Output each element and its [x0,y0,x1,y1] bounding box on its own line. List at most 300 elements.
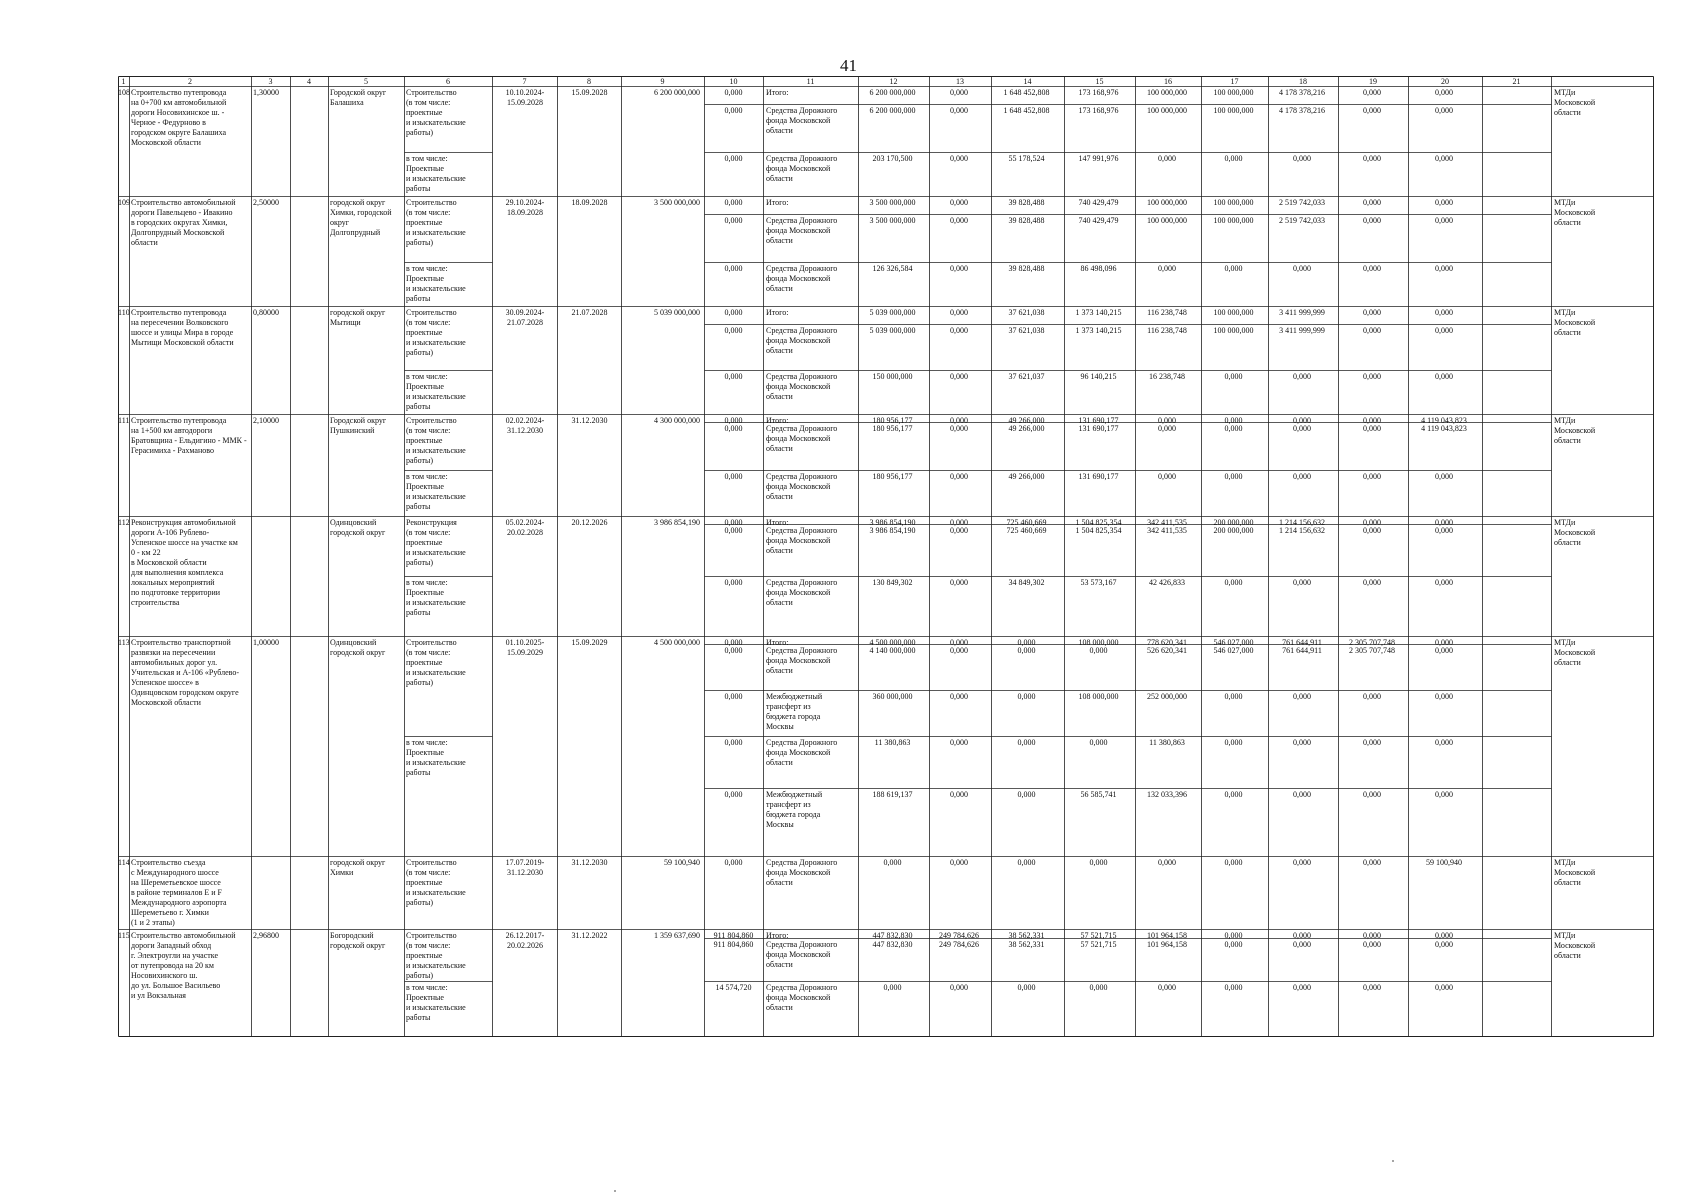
year-value-col-12: 180 956,177 [872,472,913,481]
financed-before: 0,000 [724,424,743,433]
year-value-col-14: 0,000 [1017,858,1036,867]
year-value-col-17: 100 000,000 [1213,326,1254,335]
year-value-col-20: 0,000 [1435,198,1453,207]
year-value-col-17: 0,000 [1224,472,1243,481]
year-value-col-15: 131 690,177 [1078,472,1119,481]
year-value-col-14: 49 266,000 [1008,424,1045,433]
funding-source: Средства Дорожного фонда Московской области [766,738,838,767]
year-value-col-20: 0,000 [1435,106,1453,115]
year-value-col-13: 249 784,626 [939,931,979,940]
year-value-col-18: 0,000 [1293,424,1311,433]
year-value-col-17: 0,000 [1224,858,1243,867]
header-col-10: 10 [729,77,738,86]
funding-source: Итого: [766,638,789,647]
year-value-col-17: 200 000,000 [1213,518,1254,527]
object-name: Строительство транспортной развязки на пересечении автомобильных дорог ул. Учительская и А-106 «Рублево- Успенское шоссе» в Одинцовском городском округе Московской области [131,638,240,707]
year-value-col-17: 0,000 [1224,578,1243,587]
header-col-17: 17 [1230,77,1239,86]
year-value-col-16: 0,000 [1158,472,1176,481]
year-value-col-16: 0,000 [1158,983,1176,992]
year-value-col-19: 0,000 [1363,424,1381,433]
year-value-col-13: 0,000 [950,692,968,701]
work-type-sub: в том числе: Проектные и изыскательские работы [406,372,466,411]
year-value-col-20: 0,000 [1435,154,1453,163]
work-type: Строительство (в том числе: проектные и изыскательские работы) [406,198,466,247]
work-type: Строительство (в том числе: проектные и изыскательские работы) [406,638,466,687]
year-value-col-20: 0,000 [1435,738,1453,747]
row-number: 110 [118,308,130,317]
location: Городской округ Пушкинский [330,416,387,435]
funding-source: Средства Дорожного фонда Московской области [766,424,838,453]
header-col-11: 11 [806,77,815,86]
funding-source: Итого: [766,88,789,97]
year-value-col-20: 0,000 [1435,308,1453,317]
customer: МТДи Московской области [1554,308,1596,337]
financed-before: 0,000 [724,578,743,587]
year-value-col-15: 57 521,715 [1080,940,1117,949]
header-col-5: 5 [364,77,368,86]
funding-source: Средства Дорожного фонда Московской области [766,940,838,969]
year-value-col-16: 526 620,341 [1147,646,1187,655]
year-value-col-14: 0,000 [1017,646,1036,655]
funding-source: Межбюджетный трансферт из бюджета города Москвы [766,790,823,829]
total-cost: 5 039 000,000 [654,308,700,317]
year-value-col-12: 150 000,000 [872,372,913,381]
year-value-col-14: 37 621,038 [1008,308,1045,317]
location: городской округ Химки, городской округ Долгопрудный [330,198,392,237]
year-value-col-19: 0,000 [1363,264,1381,273]
year-value-col-19: 0,000 [1363,738,1381,747]
funding-source: Итого: [766,931,789,940]
total-cost: 6 200 000,000 [654,88,700,97]
customer: МТДи Московской области [1554,88,1596,117]
year-value-col-12: 3 986 854,190 [869,518,916,527]
year-value-col-20: 0,000 [1435,526,1453,535]
year-value-col-12: 11 380,863 [874,738,911,747]
year-value-col-14: 725 460,669 [1006,526,1047,535]
year-value-col-13: 0,000 [950,216,968,225]
year-value-col-14: 55 178,524 [1008,154,1045,163]
financed-before: 0,000 [724,106,743,115]
header-col-9: 9 [660,77,665,86]
completion-date: 15.09.2029 [571,638,608,647]
financed-before: 0,000 [724,88,743,97]
year-value-col-14: 38 562,331 [1008,940,1045,949]
funding-source: Средства Дорожного фонда Московской области [766,646,838,675]
year-value-col-17: 0,000 [1224,264,1243,273]
financed-before: 0,000 [724,738,743,747]
year-value-col-13: 0,000 [950,372,968,381]
year-value-col-12: 3 986 854,190 [869,526,916,535]
year-value-col-19: 0,000 [1363,216,1381,225]
funding-source: Средства Дорожного фонда Московской области [766,106,838,135]
year-value-col-18: 4 178 378,216 [1279,88,1325,97]
object-name: Строительство путепровода на пересечении Волковского шоссе и улицы Мира в городе Мытищи Московской области [131,308,234,347]
year-value-col-17: 0,000 [1224,416,1243,425]
year-value-col-12: 4 140 000,000 [869,646,916,655]
financed-before: 0,000 [724,518,743,527]
funding-source: Итого: [766,308,789,317]
row-number: 108 [118,88,130,97]
year-value-col-17: 0,000 [1224,738,1243,747]
year-value-col-20: 4 119 043,823 [1421,424,1467,433]
year-value-col-19: 0,000 [1363,106,1381,115]
location: Городской округ Балашиха [330,88,387,107]
location: Одинцовский городской округ [330,518,386,537]
work-type-sub: в том числе: Проектные и изыскательские работы [406,738,466,777]
page-number: 41 [840,56,857,75]
year-value-col-18: 0,000 [1293,940,1311,949]
header-col-18: 18 [1299,77,1307,86]
year-value-col-17: 0,000 [1224,940,1243,949]
work-type: Строительство (в том числе: проектные и изыскательские работы) [406,88,466,137]
year-value-col-18: 2 519 742,033 [1279,216,1325,225]
year-value-col-16: 778 620,341 [1147,638,1187,647]
row-number: 113 [118,638,130,647]
year-value-col-18: 0,000 [1293,154,1311,163]
year-value-col-19: 0,000 [1363,790,1381,799]
funding-source: Итого: [766,198,789,207]
year-value-col-15: 0,000 [1089,738,1108,747]
year-value-col-13: 0,000 [950,308,968,317]
year-value-col-16: 342 411,535 [1147,526,1187,535]
period-dates: 29.10.2024- 18.09.2028 [505,198,545,217]
customer: МТДи Московской области [1554,518,1596,547]
header-col-8: 8 [587,77,591,86]
year-value-col-18: 0,000 [1293,738,1311,747]
year-value-col-19: 0,000 [1363,372,1381,381]
financed-before: 0,000 [724,858,743,867]
year-value-col-17: 100 000,000 [1213,308,1254,317]
year-value-col-14: 0,000 [1017,738,1036,747]
year-value-col-17: 100 000,000 [1213,88,1254,97]
work-type-sub: в том числе: Проектные и изыскательские работы [406,264,466,303]
year-value-col-18: 1 214 156,632 [1279,526,1325,535]
year-value-col-19: 0,000 [1363,692,1381,701]
year-value-col-19: 0,000 [1363,198,1381,207]
location: Одинцовский городской округ [330,638,386,657]
year-value-col-12: 180 956,177 [872,416,913,425]
year-value-col-20: 0,000 [1435,472,1453,481]
financed-before: 0,000 [724,216,743,225]
header-col-6: 6 [446,77,450,86]
row-number: 114 [118,858,130,867]
financed-before: 0,000 [724,154,743,163]
location: городской округ Мытищи [330,308,386,327]
year-value-col-13: 0,000 [950,472,968,481]
financed-before: 0,000 [724,326,743,335]
year-value-col-16: 16 238,748 [1149,372,1185,381]
year-value-col-18: 0,000 [1293,790,1311,799]
year-value-col-20: 0,000 [1435,326,1453,335]
year-value-col-16: 100 000,000 [1147,88,1187,97]
year-value-col-15: 1 373 140,215 [1075,308,1122,317]
year-value-col-17: 0,000 [1224,424,1243,433]
header-col-14: 14 [1023,77,1032,86]
year-value-col-20: 0,000 [1435,518,1453,527]
header-col-4: 4 [307,77,311,86]
header-col-13: 13 [956,77,964,86]
customer: МТДи Московской области [1554,858,1596,887]
year-value-col-15: 740 429,479 [1078,198,1119,207]
funding-source: Итого: [766,518,789,527]
year-value-col-15: 96 140,215 [1080,372,1117,381]
year-value-col-18: 0,000 [1293,416,1311,425]
header-col-20: 20 [1441,77,1449,86]
year-value-col-14: 49 266,000 [1008,416,1045,425]
year-value-col-15: 173 168,976 [1078,106,1119,115]
work-type: Строительство (в том числе: проектные и изыскательские работы) [406,858,466,907]
year-value-col-12: 203 170,500 [872,154,913,163]
year-value-col-20: 0,000 [1435,264,1453,273]
year-value-col-17: 546 027,000 [1213,646,1254,655]
header-col-19: 19 [1369,77,1377,86]
completion-date: 15.09.2028 [571,88,608,97]
year-value-col-14: 49 266,000 [1008,472,1045,481]
year-value-col-19: 0,000 [1363,416,1381,425]
year-value-col-13: 0,000 [950,518,968,527]
year-value-col-18: 0,000 [1293,472,1311,481]
work-type: Реконструкция (в том числе: проектные и изыскательские работы) [406,518,466,567]
year-value-col-15: 740 429,479 [1078,216,1119,225]
location: городской округ Химки [330,858,386,877]
year-value-col-15: 0,000 [1089,858,1108,867]
period-dates: 26.12.2017- 20.02.2026 [505,931,545,950]
year-value-col-13: 0,000 [950,88,968,97]
year-value-col-18: 0,000 [1293,264,1311,273]
year-value-col-15: 131 690,177 [1078,424,1119,433]
year-value-col-18: 0,000 [1293,578,1311,587]
year-value-col-18: 0,000 [1293,372,1311,381]
year-value-col-12: 0,000 [883,858,902,867]
period-dates: 17.07.2019- 31.12.2030 [505,858,545,877]
funding-source: Средства Дорожного фонда Московской области [766,372,838,401]
financed-before: 0,000 [724,526,743,535]
year-value-col-20: 0,000 [1435,646,1453,655]
funding-source: Межбюджетный трансферт из бюджета города Москвы [766,692,823,731]
year-value-col-18: 0,000 [1293,692,1311,701]
year-value-col-18: 2 519 742,033 [1279,198,1325,207]
capacity: 2,96800 [253,931,279,940]
work-type-sub: в том числе: Проектные и изыскательские работы [406,472,466,511]
year-value-col-15: 86 498,096 [1080,264,1117,273]
header-col-16: 16 [1164,77,1172,86]
capacity: 1,00000 [253,638,279,647]
work-type-sub: в том числе: Проектные и изыскательские работы [406,983,466,1022]
capacity: 2,10000 [253,416,279,425]
object-name: Реконструкция автомобильной дороги А-106 Рублево- Успенское шоссе на участке км 0 - км 22 в Московской области для выполнения комплекса локальных мероприятий по подготовке территории строительства [131,518,238,607]
year-value-col-19: 0,000 [1363,940,1381,949]
year-value-col-17: 100 000,000 [1213,198,1254,207]
financed-before: 0,000 [724,198,743,207]
financed-before: 0,000 [724,372,743,381]
year-value-col-12: 5 039 000,000 [869,308,916,317]
work-type: Строительство (в том числе: проектные и изыскательские работы) [406,416,466,465]
year-value-col-15: 53 573,167 [1080,578,1117,587]
funding-source: Средства Дорожного фонда Московской области [766,264,838,293]
year-value-col-20: 0,000 [1435,692,1453,701]
year-value-col-16: 42 426,833 [1149,578,1185,587]
financed-before: 0,000 [724,308,743,317]
year-value-col-16: 11 380,863 [1149,738,1185,747]
year-value-col-15: 1 373 140,215 [1075,326,1122,335]
year-value-col-19: 0,000 [1363,931,1381,940]
financed-before: 0,000 [724,638,743,647]
year-value-col-14: 34 849,302 [1008,578,1045,587]
year-value-col-16: 100 000,000 [1147,106,1187,115]
year-value-col-18: 0,000 [1293,858,1311,867]
year-value-col-12: 3 500 000,000 [869,198,916,207]
year-value-col-13: 0,000 [950,326,968,335]
financed-before: 0,000 [724,416,743,425]
period-dates: 02.02.2024- 31.12.2030 [505,416,545,435]
header-col-1: 1 [121,77,126,86]
year-value-col-19: 0,000 [1363,578,1381,587]
year-value-col-20: 0,000 [1435,578,1453,587]
financed-before: 0,000 [724,472,743,481]
customer: МТДи Московской области [1554,416,1596,445]
completion-date: 21.07.2028 [571,308,608,317]
year-value-col-16: 0,000 [1158,416,1176,425]
financed-before: 911 804,860 [713,940,754,949]
total-cost: 4 500 000,000 [654,638,700,647]
year-value-col-17: 0,000 [1224,154,1243,163]
period-dates: 10.10.2024- 15.09.2028 [505,88,545,107]
capacity: 2,50000 [253,198,279,207]
year-value-col-19: 0,000 [1363,154,1381,163]
year-value-col-15: 56 585,741 [1080,790,1117,799]
year-value-col-15: 1 504 825,354 [1075,526,1122,535]
financed-before: 0,000 [724,646,743,655]
year-value-col-20: 59 100,940 [1426,858,1462,867]
year-value-col-15: 0,000 [1089,983,1108,992]
row-number: 115 [118,931,130,940]
year-value-col-18: 1 214 156,632 [1279,518,1325,527]
year-value-col-15: 57 521,715 [1080,931,1117,940]
year-value-col-18: 761 644,911 [1282,638,1322,647]
year-value-col-19: 2 305 707,748 [1349,646,1395,655]
object-name: Строительство путепровода на 1+500 км автодороги Братовщина - Ельдигино - ММК - Герасимиха - Рахманово [131,416,247,455]
financed-before: 911 804,860 [713,931,754,940]
year-value-col-14: 1 648 452,808 [1003,88,1050,97]
year-value-col-12: 4 500 000,000 [869,638,916,647]
completion-date: 31.12.2030 [571,858,608,867]
funding-source: Средства Дорожного фонда Московской области [766,326,838,355]
year-value-col-20: 0,000 [1435,940,1453,949]
year-value-col-19: 0,000 [1363,983,1381,992]
year-value-col-13: 0,000 [950,578,968,587]
year-value-col-19: 0,000 [1363,326,1381,335]
year-value-col-12: 130 849,302 [872,578,913,587]
year-value-col-13: 0,000 [950,638,968,647]
year-value-col-15: 0,000 [1089,646,1108,655]
location: Богородский городской округ [330,931,386,950]
header-col-15: 15 [1095,77,1104,86]
year-value-col-13: 0,000 [950,858,968,867]
financed-before: 14 574,720 [715,983,752,992]
year-value-col-13: 249 784,626 [939,940,979,949]
year-value-col-14: 39 828,488 [1008,198,1045,207]
completion-date: 31.12.2022 [571,931,608,940]
year-value-col-18: 3 411 999,999 [1279,308,1325,317]
header-col-3: 3 [268,77,273,86]
year-value-col-20: 0,000 [1435,88,1453,97]
year-value-col-16: 0,000 [1158,154,1176,163]
funding-source: Средства Дорожного фонда Московской области [766,983,838,1012]
year-value-col-12: 360 000,000 [872,692,913,701]
year-value-col-12: 188 619,137 [872,790,913,799]
year-value-col-16: 132 033,396 [1147,790,1187,799]
row-number: 112 [118,518,130,527]
year-value-col-17: 0,000 [1224,931,1243,940]
year-value-col-13: 0,000 [950,738,968,747]
object-name: Строительство автомобильной дороги Западный обход г. Электроугли на участке от путепровода на 20 км Носовихинского ш. до ул. Большое Васильево и ул Вокзальная [131,931,236,1000]
year-value-col-14: 37 621,038 [1008,326,1045,335]
scan-speck [614,1190,616,1192]
year-value-col-19: 0,000 [1363,518,1381,527]
year-value-col-12: 180 956,177 [872,424,913,433]
customer: МТДи Московской области [1554,638,1596,667]
year-value-col-16: 100 000,000 [1147,216,1187,225]
row-number: 109 [118,198,130,207]
total-cost: 59 100,940 [664,858,700,867]
header-col-7: 7 [522,77,527,86]
total-cost: 3 986 854,190 [654,518,700,527]
year-value-col-12: 447 832,830 [872,940,913,949]
year-value-col-14: 1 648 452,808 [1003,106,1050,115]
year-value-col-16: 116 238,748 [1147,308,1187,317]
work-type: Строительство (в том числе: проектные и изыскательские работы) [406,308,466,357]
year-value-col-17: 0,000 [1224,692,1243,701]
scan-speck [1392,1160,1394,1162]
year-value-col-19: 0,000 [1363,88,1381,97]
year-value-col-18: 3 411 999,999 [1279,326,1325,335]
year-value-col-14: 0,000 [1017,638,1036,647]
completion-date: 31.12.2030 [571,416,608,425]
year-value-col-14: 38 562,331 [1008,931,1045,940]
year-value-col-20: 4 119 043,823 [1421,416,1467,425]
year-value-col-18: 761 644,911 [1282,646,1322,655]
row-number: 111 [118,416,130,425]
year-value-col-16: 101 964,158 [1147,940,1187,949]
year-value-col-14: 0,000 [1017,692,1036,701]
year-value-col-16: 101 964,158 [1147,931,1187,940]
year-value-col-17: 0,000 [1224,372,1243,381]
year-value-col-15: 108 000,000 [1078,692,1119,701]
work-type-sub: в том числе: Проектные и изыскательские работы [406,154,466,193]
year-value-col-13: 0,000 [950,526,968,535]
year-value-col-17: 0,000 [1224,983,1243,992]
year-value-col-19: 0,000 [1363,858,1381,867]
period-dates: 30.09.2024- 21.07.2028 [505,308,545,327]
year-value-col-14: 37 621,037 [1008,372,1045,381]
year-value-col-13: 0,000 [950,790,968,799]
year-value-col-16: 0,000 [1158,264,1176,273]
financed-before: 0,000 [724,692,743,701]
year-value-col-12: 126 326,584 [872,264,913,273]
year-value-col-16: 342 411,535 [1147,518,1187,527]
header-col-21: 21 [1512,77,1521,86]
year-value-col-12: 3 500 000,000 [869,216,916,225]
year-value-col-20: 0,000 [1435,931,1453,940]
year-value-col-13: 0,000 [950,416,968,425]
year-value-col-19: 2 305 707,748 [1349,638,1395,647]
year-value-col-20: 0,000 [1435,216,1453,225]
year-value-col-14: 0,000 [1017,790,1036,799]
total-cost: 1 359 637,690 [654,931,700,940]
year-value-col-18: 0,000 [1293,931,1311,940]
year-value-col-12: 5 039 000,000 [869,326,916,335]
